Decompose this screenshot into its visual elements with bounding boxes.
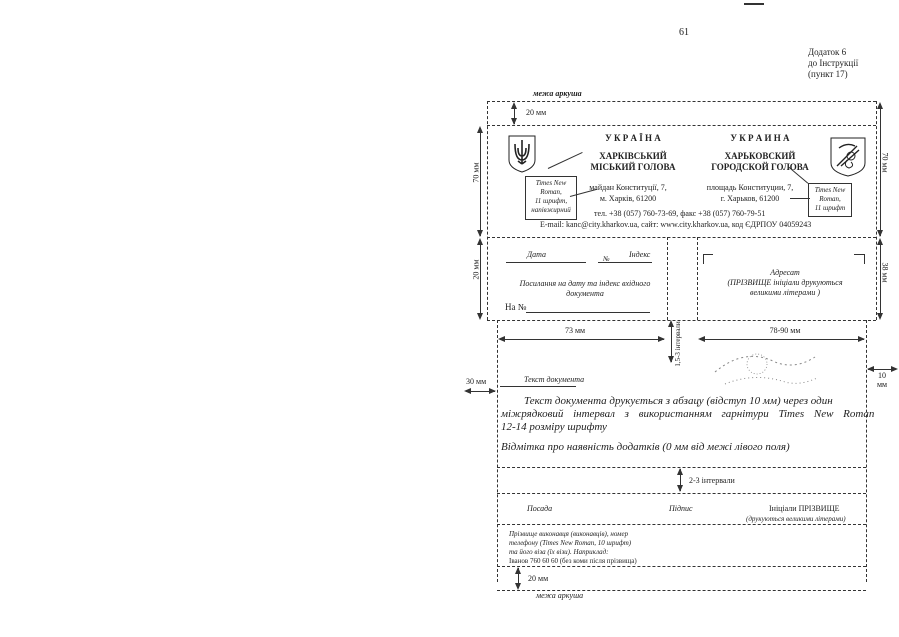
sign-interval-arrow-up [677,468,683,475]
header-email: E-mail: kanc@city.kharkov.ua, сайт: www.city.kharkov.ua, код ЄДРПОУ 04059243 [540,220,812,229]
left-block-width-arrow-right [658,336,665,342]
trident-coat-of-arms-icon [507,134,537,174]
left-block-width-line [500,339,664,340]
frame-left-upper [487,101,488,320]
number-sign: № [603,255,610,263]
addressee-line-3: великими літерами ) [750,288,820,297]
header-height-left-label: 70 мм [471,162,481,183]
details-height-right-arrow-up [877,238,883,245]
addressee-line-1: Адресат [770,268,800,277]
top-margin-arrow-down [511,118,517,125]
font-note-right-line-3: 11 шрифт [814,204,846,212]
right-margin-label: 10 мм [876,371,888,390]
rus-address-line-2: г. Харьков, 61200 [720,194,780,203]
signature-name: Ініціали ПРІЗВИЩЕ [769,504,840,513]
addressee-corner-left-v [703,254,704,264]
header-height-right-label: 70 мм [880,152,890,173]
frame-right-lower [866,320,867,582]
frame-right-upper [876,101,877,320]
signature-label: Підпис [669,504,693,513]
index-label: Індекс [629,250,651,259]
ukr-org-line-2: МІСЬКИЙ ГОЛОВА [590,162,676,172]
rus-org-line-2: ГОРОДСКОЙ ГОЛОВА [711,162,809,172]
font-note-right-box [808,183,852,217]
sign-interval-bottom [497,493,866,494]
index-line [598,262,652,263]
interval-gap-label: 1,5-3 інтервали [674,321,682,367]
executor-line-4: Іванов 760 60 60 (без коми після прізвища) [509,557,637,565]
addressee-line-2: (ПРІЗВИЩЕ ініціали друкуються [727,278,843,287]
right-block-width-line [700,339,864,340]
font-note-left-line-3: 11 шрифт, [534,197,568,205]
left-margin-arrow-right [489,388,496,394]
text-indent-line [500,386,576,387]
left-margin-label: 30 мм [466,377,487,386]
top-margin-label: 20 мм [526,108,547,117]
details-divider-left [667,237,668,320]
header-height-right-arrow-up [877,102,883,109]
reference-line-1: Посилання на дату та індекс вхідного [519,279,651,288]
font-note-right-line-2: Roman, [819,195,841,203]
date-line [506,262,586,263]
body-line-1: Текст документа друкується з абзацу (відступ 10 мм) через один [524,395,833,407]
details-divider-right [697,237,698,320]
ukr-address-line-2: м. Харків, 61200 [599,194,657,203]
header-height-right-arrow-down [877,230,883,237]
font-note-left-line-1: Times New [535,179,567,187]
ukr-address-line-1: майдан Конституції, 7, [589,183,667,192]
header-top [487,125,876,126]
rus-country: У К Р А И Н А [730,133,790,143]
right-margin-arrow-right [891,366,898,372]
sign-interval-label: 2-3 інтервали [689,476,735,485]
ukr-org-line-1: ХАРКІВСЬКИЙ [599,151,667,161]
bottom-margin-label: 20 мм [528,574,549,583]
header-phone: тел. +38 (057) 760-73-69, факс +38 (057) 760-79-51 [594,209,766,218]
body-line-2: міжрядковий інтервал з використанням гарнітури Times New Roman [501,408,875,420]
signature-bottom [497,524,866,525]
executor-line-3: та його віза (їх візи). Наприклад: [509,548,609,556]
details-height-left-arrow-up [477,238,483,245]
top-margin-arrow-up [511,102,517,109]
kharkiv-city-coat-of-arms-icon [829,136,867,178]
font-note-left-box [525,176,577,220]
font-note-left-line-2: Roman, [540,188,562,196]
rus-address-line-1: площадь Конституции, 7, [706,183,794,192]
executor-line-2: телефону (Times New Roman, 10 шрифт) [509,539,632,547]
body-line-3: 12-14 розміру шрифту [501,421,607,433]
reference-no-line [526,312,650,313]
appendix-line-1: Додаток 6 [808,47,847,57]
signature-position: Посада [527,504,553,513]
signature-name-note: (друкуються великими літерами) [746,515,846,523]
sign-interval-arrow-down [677,485,683,492]
header-bottom [487,237,876,238]
left-margin-arrow-left [464,388,471,394]
frame-top [487,101,876,102]
details-height-right-label: 38 мм [880,262,890,283]
executor-bottom [497,566,866,567]
details-height-left-label: 20 мм [471,259,481,280]
details-height-left-arrow-down [477,313,483,320]
right-block-width-arrow-right [858,336,865,342]
left-block-width-label: 73 мм [564,326,586,335]
bottom-margin-arrow-up [515,567,521,574]
font-note-right-pointer-2 [790,198,810,199]
font-note-left-line-4: напівжирний [531,206,571,214]
text-label: Текст документа [524,375,585,384]
executor-line-1: Прізвище виконавця (виконавців), номер [509,530,629,538]
addressee-corner-left-h [703,254,713,255]
header-height-left-arrow-up [477,126,483,133]
sheet-border-top-label: межа аркуша [533,89,582,98]
rus-org-line-1: ХАРЬКОВСКИЙ [724,151,796,161]
reference-line-2: документа [566,289,604,298]
right-block-width-arrow-left [698,336,705,342]
sheet-border-bottom-label: межа аркуша [536,591,584,600]
font-note-right-line-1: Times New [814,186,846,194]
page-number: 61 [679,27,689,38]
top-edge-mark [744,3,764,5]
frame-left-lower [497,320,498,582]
details-height-right-arrow-down [877,313,883,320]
addressee-corner-right-h [854,254,864,255]
ukr-country: У К Р А Ї Н А [605,133,661,143]
appendix-line-2: до Інструкції [808,58,859,68]
appendix-line-3: (пункт 17) [808,69,848,79]
right-block-width-label: 78-90 мм [769,326,801,335]
addressee-corner-right-v [864,254,865,264]
stamp-mark-icon [705,342,825,392]
header-height-left-arrow-down [477,230,483,237]
reference-no: На № [505,302,527,312]
right-margin-arrow-left [867,366,874,372]
left-block-width-arrow-left [498,336,505,342]
date-label: Дата [527,250,546,259]
attachments-note: Відмітка про наявність додатків (0 мм від межі лівого поля) [501,441,790,453]
bottom-margin-arrow-down [515,583,521,590]
